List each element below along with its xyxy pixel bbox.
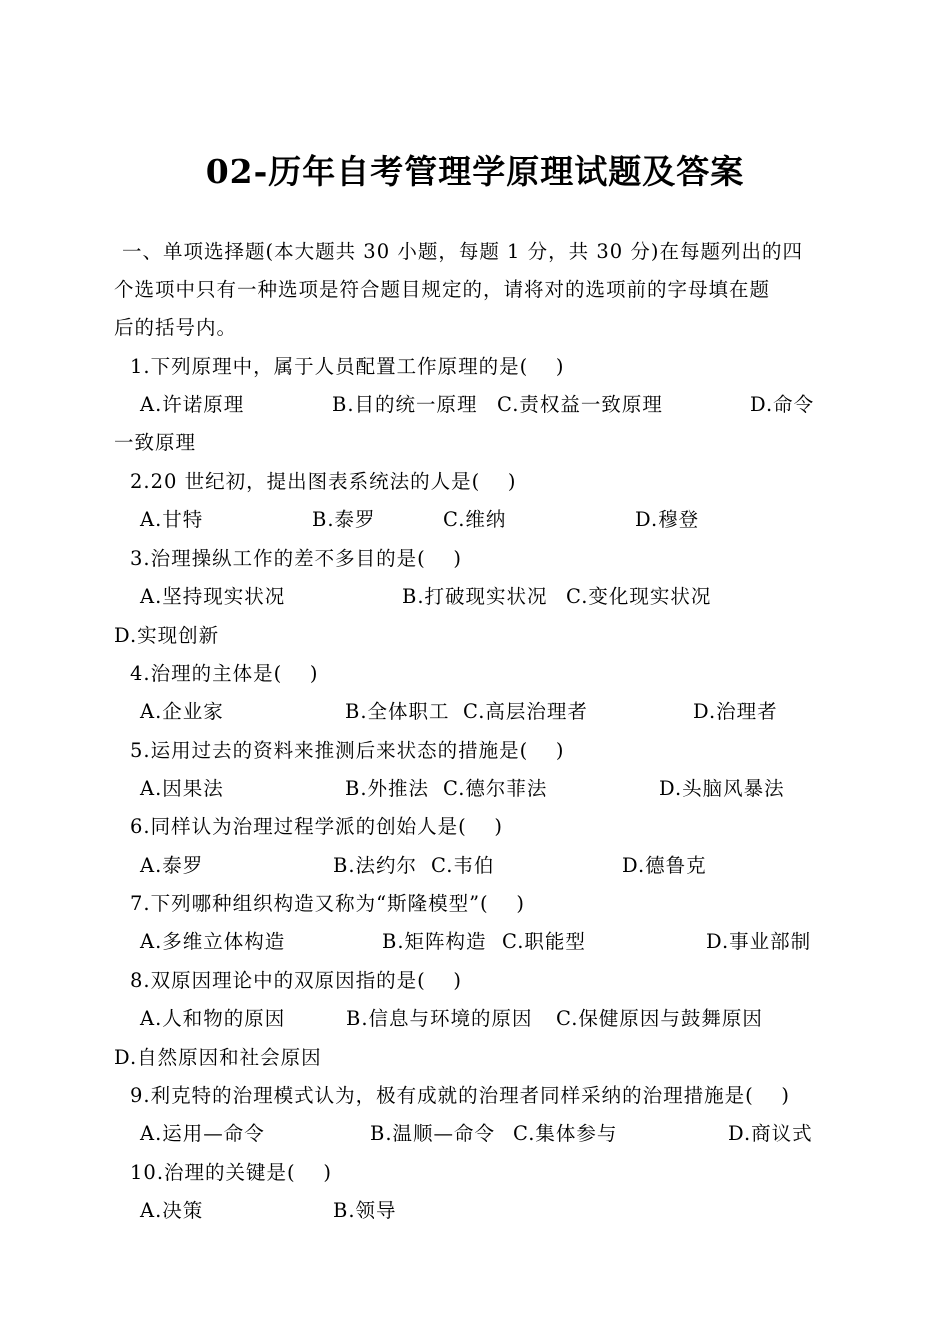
continuation-text: D.自然原因和社会原因 [114, 1046, 322, 1069]
option-d: D.商议式 [728, 1122, 813, 1145]
section-intro-text: 个选项中只有一种选项是符合题目规定的，请将对的选项前的字母填在题 [114, 278, 771, 301]
option-b: B.领导 [333, 1199, 397, 1222]
option-d: D.治理者 [693, 700, 778, 723]
question-stem-text: 4.治理的主体是( ) [130, 662, 319, 685]
option-c: C.保健原因与鼓舞原因 [556, 1007, 763, 1030]
option-c: C.维纳 [443, 508, 507, 531]
question-stem-text: 9.利克特的治理模式认为，极有成就的治理者同样采纳的治理措施是( ) [130, 1084, 791, 1107]
option-d: D.事业部制 [706, 930, 812, 953]
question-stem-text: 6.同样认为治理过程学派的创始人是( ) [130, 815, 504, 838]
option-a: A.企业家 [140, 700, 224, 723]
option-a: A.因果法 [140, 777, 224, 800]
option-c: C.变化现实状况 [566, 585, 712, 608]
question-stem-text: 10.治理的关键是( ) [130, 1161, 332, 1184]
option-c: C.集体参与 [513, 1122, 618, 1145]
option-a: A.运用—命令 [140, 1122, 265, 1145]
option-c: C.高层治理者 [463, 700, 588, 723]
option-a: A.坚持现实状况 [140, 585, 286, 608]
option-c: C.责权益一致原理 [497, 393, 663, 416]
option-d: D.头脑风暴法 [659, 777, 785, 800]
option-a: A.泰罗 [140, 854, 204, 877]
option-a: A.决策 [140, 1199, 204, 1222]
option-b: B.打破现实状况 [402, 585, 548, 608]
option-a: A.多维立体构造 [140, 930, 286, 953]
continuation-text: 一致原理 [114, 431, 197, 454]
option-d: D.命令 [750, 393, 815, 416]
question-stem-text: 5.运用过去的资料来推测后来状态的措施是( ) [130, 739, 565, 762]
option-c: C.德尔菲法 [443, 777, 548, 800]
question-stem-text: 1.下列原理中，属于人员配置工作原理的是( ) [130, 355, 565, 378]
document-title: 02-历年自考管理学原理试题及答案 [205, 152, 745, 191]
option-b: B.全体职工 [345, 700, 450, 723]
option-a: A.人和物的原因 [140, 1007, 286, 1030]
option-d: D.穆登 [635, 508, 700, 531]
option-a: A.甘特 [140, 508, 204, 531]
option-b: B.目的统一原理 [332, 393, 478, 416]
option-c: C.韦伯 [431, 854, 495, 877]
section-intro-text: 一、单项选择题(本大题共 30 小题，每题 1 分，共 30 分)在每题列出的四 [122, 240, 803, 263]
option-a: A.许诺原理 [140, 393, 245, 416]
option-c: C.职能型 [502, 930, 586, 953]
option-b: B.矩阵构造 [382, 930, 487, 953]
section-intro-text: 后的括号内。 [114, 316, 238, 339]
continuation-text: D.实现创新 [114, 624, 220, 647]
option-b: B.信息与环境的原因 [346, 1007, 533, 1030]
option-b: B.泰罗 [312, 508, 376, 531]
option-b: B.外推法 [345, 777, 430, 800]
option-b: B.温顺—命令 [370, 1122, 496, 1145]
question-stem-text: 3.治理操纵工作的差不多目的是( ) [130, 547, 463, 570]
question-stem-text: 2.20 世纪初，提出图表系统法的人是( ) [130, 470, 517, 493]
option-b: B.法约尔 [333, 854, 418, 877]
option-d: D.德鲁克 [622, 854, 707, 877]
question-stem-text: 7.下列哪种组织构造又称为“斯隆模型”( ) [130, 892, 525, 915]
question-stem-text: 8.双原因理论中的双原因指的是( ) [130, 969, 463, 992]
